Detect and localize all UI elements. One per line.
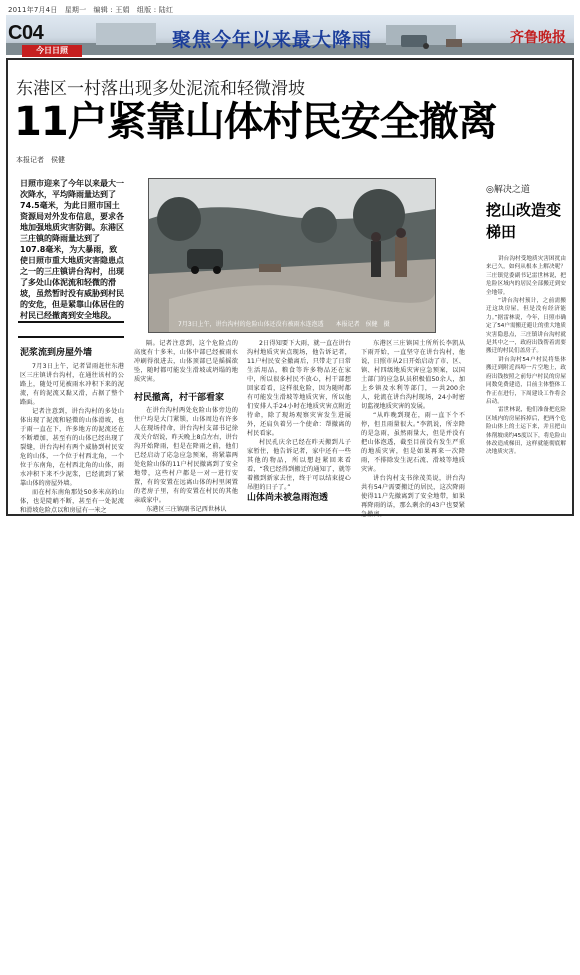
paragraph: 东港区三庄镇副书记西世林认: [146, 506, 227, 513]
paragraph: “从昨晚到现在，雨一直下个不停，但且雨量很大。”李凯说，所幸降的是急雨，虽然雨量大，但是并没有把山体泡透，截至目前没有发生严重的地质灾害，但是如果再来一次降雨，不排除发生泥石流、滑坡等地质灾害。: [361, 412, 465, 473]
section-banner: [6, 15, 574, 55]
article-subhead: 东港区一村落出现多处泥流和轻微滑坡: [16, 79, 305, 99]
page-number: C04: [8, 22, 44, 44]
paragraph: 讲台沟村受地质灾害困扰由来已久，如何从根本上解决呢？三庄镇党委副书记雷世林说，把危险区域内的居民全部搬迁到安全地带。: [486, 256, 566, 296]
paragraph: 村民孔庆余已经在昨天搬到儿子家暂住，他告诉记者，家中还有一些其他的物品，所以想赶紧回来看看，“我已经得到搬迁的通知了，就等着搬到新家去住，终于可以结束提心吊胆的日子了。”: [247, 439, 351, 491]
paragraph: 在讲台沟村两处危险山体旁边的住户均是大门紧锁，山体周边有许多人在现场持命，讲台沟村支部书记徐茂关介绍说，昨天晚上8点左右，讲台沟开始降雨，但是在降雨之前，他们已经启动了応急应急预案，将紧靠两处危险山体的11户村民撤离到了安全地带，这些村户都是一对一进行安置，有的安置在远离山体的村里闲置的老房子里，有的安置在村民的其他亲戚家中。: [134, 407, 238, 504]
article-lead: 日照市迎来了今年以来最大一次降水，平均降雨量达到了74.5毫米，为此日照市国土资源局对外发布信息，要求各地加强地质灾害防御。东港区三庄镇的降雨量达到了107.8毫米，为大暴雨，致使日照市重大地质灾害隐患点之一的三庄镇讲台沟村，出现了多处山体泥流和轻微的滑坡，虽然暂时没有威胁到村民的安危，但是紧靠山体居住的村民已经撤离到安全地段。: [20, 179, 124, 320]
newspaper-brand-logo: 齐鲁晚报: [510, 30, 566, 46]
paragraph: 讲台沟村支书徐茂美说，讲台沟共有54户需要搬迁的居民，这次降雨使得11户先撤离到了安全地带，如果再降雨的话，那么剩余的43户也要紧急撤离。: [361, 475, 465, 518]
paragraph: 记者注意到，讲台沟村的多处山体出现了泥流和轻微的山体滑坡，也于雨一直在下，许多地方的泥流还在不断增加，甚至有的山体已经出现了裂缝，讲台沟村有两个威胁到村民安危的山体，一个位于村西北角，一个位于东南角，在村西北角的山体，雨水冲积下来不少泥浆，已经流到了紧靠山体的房屋外墙。: [20, 408, 124, 487]
photo-caption: 7月3日上午，讲台沟村的危险山体还没有被雨水连泡透 本报记者 侯健 摄: [178, 321, 390, 328]
paragraph: 讲台沟村54户村民将集体搬迁到附近西埠一片空地上，政府出钱按照之前每户村民的房屋同数免费建造，目前主体整体工作正在进行，下周建设工作将会启动。: [486, 356, 566, 405]
solution-title: 挖山改造变梯田: [486, 201, 562, 241]
solution-tag: ◎解决之道: [486, 185, 530, 195]
column-1: [20, 362, 124, 515]
section-heading-evacuation: 村民撤离，村干部看家: [134, 393, 225, 403]
column-3: [247, 339, 351, 492]
paragraph: 7月3日上午，记者冒雨赶往东港区三庄镇讲台沟村，在通往该村的公路上，随处可见被雨水冲积下来的泥流，有的泥流又黏又滑，占据了整个路面。: [20, 363, 124, 406]
column-divider: [18, 336, 124, 338]
news-photo: [148, 178, 436, 333]
article-headline: 11户紧靠山体村民安全撤离: [14, 99, 497, 145]
article-byline: 本报记者 侯健: [16, 156, 65, 164]
section-tag: 今日日照: [22, 45, 82, 57]
solution-column: [486, 255, 566, 457]
section-heading-rain: 山体尚未被急雨泡透: [247, 493, 329, 503]
banner-title: 聚焦今年以来最大降雨: [172, 29, 373, 51]
paragraph: 雷世林说，他们准备把危险区域内的房屋拆掉后，把两个危险山体上的土运下来，并且把山体削坡成约45度以下，将危险山体改造成梯田，这样就能彻底解决地质灾害。: [486, 407, 566, 456]
paragraph: 隔。记者注意到，这个危险点的高度有十多米，山体中部已经被雨水冲刷得很进去，山体顶部已是摇摇欲坠，随时都可能发生滑坡或坍塌的地质灾害。: [134, 340, 238, 383]
page-meta: 2011年7月4日 星期一 编辑 : 王娟 组版 : 陆红: [8, 6, 174, 14]
column-4: [361, 339, 465, 519]
section-heading-mud: 泥浆流到房屋外墙: [20, 348, 93, 358]
landslide-scene-image: [149, 179, 435, 332]
lead-divider: [18, 321, 124, 323]
paragraph: “讲台沟村预计，之前需搬迁这块房屋，但是没有经济能力。”据雷林说，今年，日照市确定了54户需搬迁避让的重大地质灾害隐患点，三庄镇讲台沟村就是其中之一，政府出钱帮着需要搬迁的村民们盖房子。: [486, 298, 566, 355]
column-2: [134, 406, 238, 514]
paragraph: 2日得知要下大雨，就一直在讲台沟村地质灾害点现场，他告诉记者，11户村民安全撤离后，只带走了日常生活用品，粮食等许多物品还在家中，所以很多村民不放心，村干部想回家看看，这样很危险，因为随时都有可能发生滑坡等地质灾害，所以他们安排人手24小时在地质灾害点附近待命，除了现场观察灾害发生进展外，还肩负着另一个使命：帮撤离的村民看家。: [247, 340, 351, 437]
column-2-top: [134, 339, 238, 384]
paragraph: 东港区三庄镇国土所所长李凯从下雨开始，一直坚守在讲台沟村，他说，日照市从2日开始启动了市、区、镇、村四级地质灾害应急预案，以国土部门的应急队员积极值50余人，加上乡镇及水利等部门，一共200余人，轮流在讲台沟村现场，24小时密切监视地质灾害的发展。: [361, 340, 465, 410]
paragraph: 而在村东南角那处50多米高的山体，也是陡峭不断，甚至有一处泥流和滑坡危险点以和房屋有一米之: [20, 489, 124, 514]
